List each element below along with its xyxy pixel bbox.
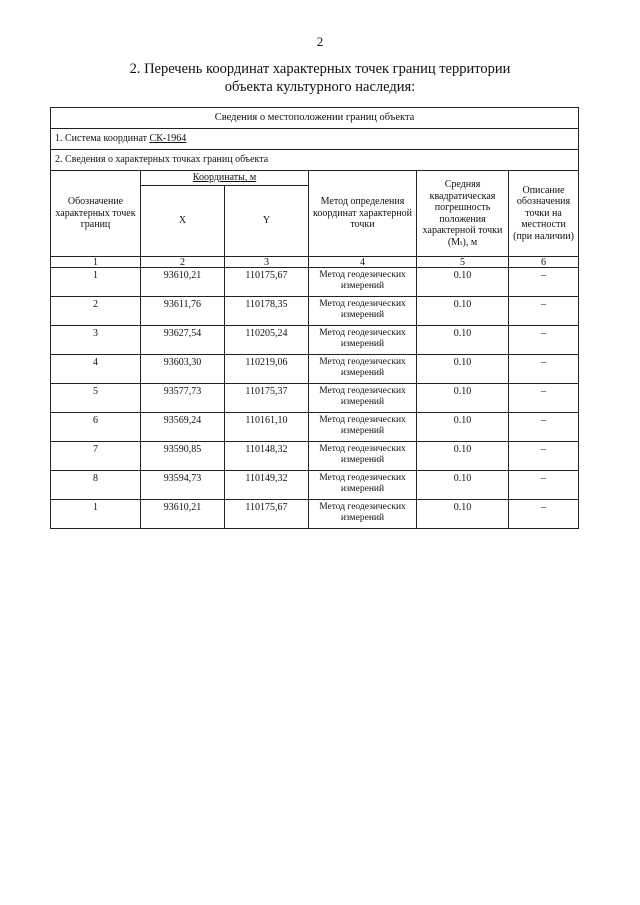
table-row [51,384,579,413]
y-coordinate-cell: 110148,32 [225,442,309,471]
method-cell: Метод геодезических измерений [309,297,417,326]
boundary-coordinates-table [50,107,579,529]
method-cell: Метод геодезических измерений [309,384,417,413]
x-coordinate-cell: 93603,30 [141,355,225,384]
point-cell: 6 [51,413,141,442]
point-cell: 5 [51,384,141,413]
table-row [51,268,579,297]
point-cell: 7 [51,442,141,471]
table-row [51,442,579,471]
points-section-title: 2. Сведения о характерных точках границ объекта [51,150,579,171]
method-cell: Метод геодезических измерений [309,326,417,355]
description-cell: – [509,355,579,384]
method-cell: Метод геодезических измерений [309,500,417,529]
column-number: 2 [141,257,225,268]
point-cell: 2 [51,297,141,326]
error-cell: 0.10 [417,355,509,384]
header-description: Описание обозначения точки на местности (при наличии) [509,171,579,257]
x-coordinate-cell: 93577,73 [141,384,225,413]
table-row [51,500,579,529]
table-row [51,355,579,384]
y-coordinate-cell: 110175,67 [225,500,309,529]
y-coordinate-cell: 110175,37 [225,384,309,413]
point-cell: 1 [51,268,141,297]
header-coordinates-label: Координаты, м [192,172,257,184]
column-number: 6 [509,257,579,268]
y-coordinate-cell: 110149,32 [225,471,309,500]
table-title: Сведения о местоположении границ объекта [51,108,579,129]
page-number: 2 [316,34,324,49]
description-cell: – [509,500,579,529]
method-cell: Метод геодезических измерений [309,413,417,442]
error-cell: 0.10 [417,384,509,413]
method-cell: Метод геодезических измерений [309,268,417,297]
document-heading [100,60,540,96]
x-coordinate-cell: 93594,73 [141,471,225,500]
description-cell: – [509,413,579,442]
column-number: 3 [225,257,309,268]
description-cell: – [509,471,579,500]
header-coordinates [141,171,309,186]
heading-line-2: объекта культурного наследия: [224,79,416,95]
x-coordinate-cell: 93569,24 [141,413,225,442]
x-coordinate-cell: 93611,76 [141,297,225,326]
column-number: 5 [417,257,509,268]
x-coordinate-cell: 93590,85 [141,442,225,471]
description-cell: – [509,326,579,355]
header-x: X [141,186,225,257]
x-coordinate-cell: 93610,21 [141,268,225,297]
y-coordinate-cell: 110178,35 [225,297,309,326]
coordinate-system-row [51,129,579,150]
table-row [51,471,579,500]
header-error: Средняя квадратическая погрешность положения характерной точки (Mₜ), м [417,171,509,257]
y-coordinate-cell: 110219,06 [225,355,309,384]
coordinate-system-label: 1. Система координат [55,133,150,145]
header-designation: Обозначение характерных точек границ [51,171,141,257]
error-cell: 0.10 [417,326,509,355]
description-cell: – [509,442,579,471]
error-cell: 0.10 [417,442,509,471]
table-row [51,413,579,442]
column-number: 1 [51,257,141,268]
point-cell: 3 [51,326,141,355]
header-method: Метод определения координат характерной точки [309,171,417,257]
table-row [51,326,579,355]
heading-line-1: 2. Перечень координат характерных точек границ территории [129,61,511,77]
error-cell: 0.10 [417,500,509,529]
column-number: 4 [309,257,417,268]
description-cell: – [509,384,579,413]
error-cell: 0.10 [417,413,509,442]
error-cell: 0.10 [417,268,509,297]
point-cell: 4 [51,355,141,384]
description-cell: – [509,297,579,326]
error-cell: 0.10 [417,471,509,500]
method-cell: Метод геодезических измерений [309,442,417,471]
coordinate-system-name: СК-1964 [149,133,187,145]
table-row [51,297,579,326]
method-cell: Метод геодезических измерений [309,471,417,500]
y-coordinate-cell: 110205,24 [225,326,309,355]
x-coordinate-cell: 93610,21 [141,500,225,529]
y-coordinate-cell: 110161,10 [225,413,309,442]
point-cell: 1 [51,500,141,529]
header-y: Y [225,186,309,257]
point-cell: 8 [51,471,141,500]
method-cell: Метод геодезических измерений [309,355,417,384]
x-coordinate-cell: 93627,54 [141,326,225,355]
y-coordinate-cell: 110175,67 [225,268,309,297]
error-cell: 0.10 [417,297,509,326]
description-cell: – [509,268,579,297]
